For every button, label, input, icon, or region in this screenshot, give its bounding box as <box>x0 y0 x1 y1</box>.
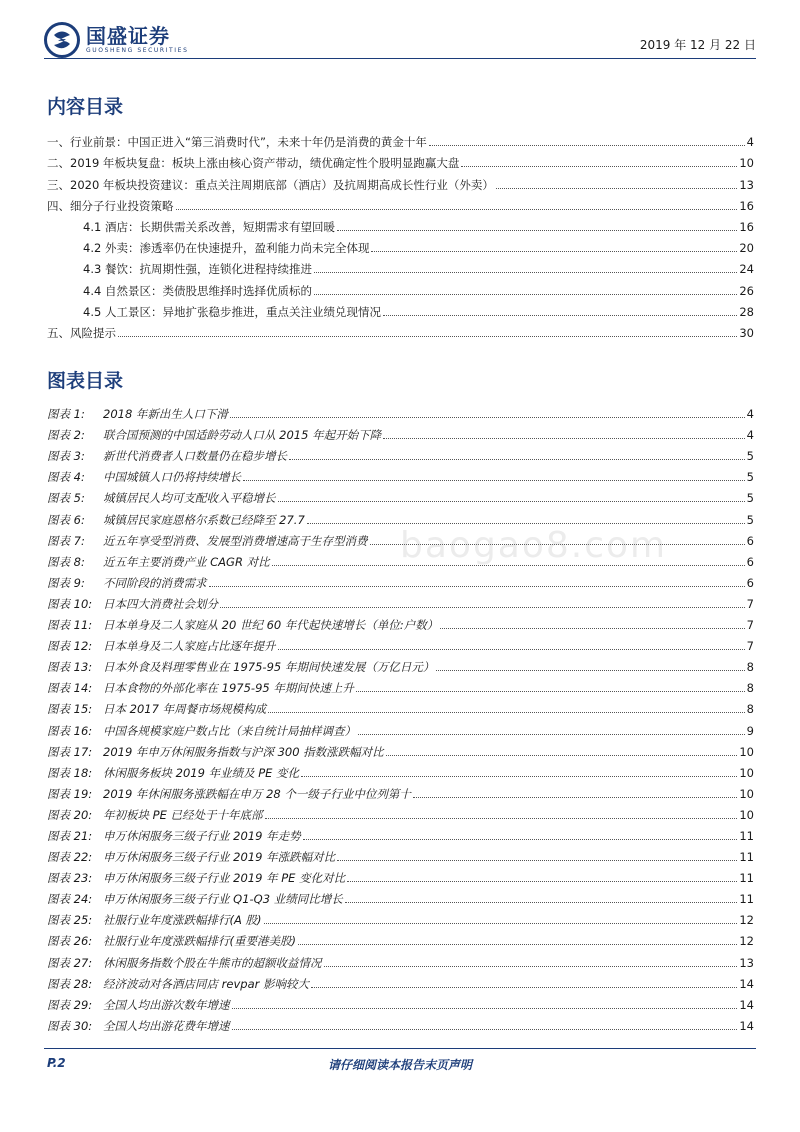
figure-entry[interactable] <box>47 927 754 948</box>
figure-number: 图表 23: <box>47 871 93 886</box>
figure-entry[interactable] <box>47 885 754 906</box>
figure-number: 图表 9: <box>47 575 85 590</box>
figure-entry[interactable] <box>47 400 754 421</box>
figure-entry-label <box>47 956 322 970</box>
company-logo <box>44 22 188 58</box>
figure-leader-dots <box>268 711 745 713</box>
toc-entry[interactable] <box>47 276 754 297</box>
toc-leader-dots <box>176 208 738 210</box>
figure-entry-label <box>47 449 287 463</box>
figure-entry[interactable] <box>47 442 754 463</box>
figure-title: 中国城镇人口仍将持续增长 <box>103 470 241 485</box>
figure-entry-page: 14 <box>739 976 754 991</box>
figure-title: 休闲服务板块 2019 年业绩及 PE 变化 <box>103 765 300 780</box>
figure-entry-page: 10 <box>739 765 754 780</box>
figure-entry[interactable] <box>47 695 754 716</box>
toc-leader-dots <box>496 187 737 189</box>
figure-entry-label <box>47 597 218 611</box>
figure-number: 图表 5: <box>47 491 85 506</box>
figure-entry[interactable] <box>47 611 754 632</box>
figure-entry[interactable] <box>47 906 754 927</box>
figure-number: 图表 17: <box>47 744 93 759</box>
toc-entry-page: 16 <box>739 198 754 213</box>
figure-title: 社服行业年度涨跌幅排行(重要港美股) <box>103 934 296 949</box>
figure-title: 日本外食及料理零售业在 1975-95 年期间快速发展（万亿日元） <box>103 660 435 675</box>
figure-entry[interactable] <box>47 716 754 737</box>
figure-entry-page: 11 <box>739 871 754 886</box>
logo-english-name: GUOSHENG SECURITIES <box>86 47 189 54</box>
toc-entry-page: 28 <box>739 304 754 319</box>
toc-entry-page: 20 <box>739 241 754 256</box>
figure-entry[interactable] <box>47 948 754 969</box>
figures-list <box>47 400 754 1033</box>
figure-number: 图表 11: <box>47 618 93 633</box>
figure-number: 图表 22: <box>47 850 93 865</box>
toc-entry[interactable] <box>47 192 754 213</box>
figure-entry-label <box>47 850 335 864</box>
figure-leader-dots <box>386 754 738 756</box>
figure-leader-dots <box>278 648 745 650</box>
figure-entry-label <box>47 681 354 695</box>
figure-number: 图表 16: <box>47 723 93 738</box>
figure-entry-page: 12 <box>739 934 754 949</box>
toc-leader-dots <box>118 335 737 337</box>
figure-number: 图表 6: <box>47 512 85 527</box>
figure-title: 休闲服务指数个股在牛熊市的超额收益情况 <box>103 955 322 970</box>
figure-entry-label <box>47 766 299 780</box>
figure-entry-page: 9 <box>746 723 754 738</box>
figure-number: 图表 15: <box>47 702 93 717</box>
toc-entry-label: 五、风险提示 <box>47 325 116 340</box>
figure-title: 全国人均出游花费年增速 <box>103 1018 230 1033</box>
toc-leader-dots <box>371 250 737 252</box>
figure-leader-dots <box>345 901 738 903</box>
figure-entry-page: 6 <box>746 533 754 548</box>
figure-leader-dots <box>209 585 745 587</box>
toc-entry-label: 4.4 自然景区：类债股思维择时选择优质标的 <box>83 283 312 298</box>
figure-entry-page: 11 <box>739 892 754 907</box>
figure-entry-page: 4 <box>746 428 754 443</box>
toc-entry-page: 16 <box>739 219 754 234</box>
toc-entry-page: 30 <box>739 325 754 340</box>
figure-entry[interactable] <box>47 463 754 484</box>
figure-entry[interactable] <box>47 801 754 822</box>
figure-leader-dots <box>220 606 745 608</box>
toc-entry-label: 4.3 餐饮：抗周期性强，连锁化进程持续推进 <box>83 262 312 277</box>
footer-divider <box>44 1048 756 1049</box>
figure-entry-label <box>47 998 230 1012</box>
figure-entry-page: 11 <box>739 828 754 843</box>
figure-entry-page: 7 <box>746 639 754 654</box>
figure-title: 日本单身及二人家庭占比逐年提升 <box>103 639 276 654</box>
toc-entry[interactable] <box>47 298 754 319</box>
figure-entry-page: 8 <box>746 660 754 675</box>
figure-entry-label <box>47 576 207 590</box>
figure-entry-page: 10 <box>739 807 754 822</box>
figure-title: 新世代消费者人口数量仍在稳步增长 <box>103 449 287 464</box>
figure-entry-label <box>47 428 381 442</box>
figure-entry-page: 4 <box>746 407 754 422</box>
toc-entry[interactable] <box>47 213 754 234</box>
figure-entry-page: 5 <box>746 449 754 464</box>
toc-entry-label: 四、细分子行业投资策略 <box>47 198 174 213</box>
figure-number: 图表 1: <box>47 407 85 422</box>
figure-title: 2018 年新出生人口下滑 <box>103 407 228 422</box>
figure-entry[interactable] <box>47 421 754 442</box>
figure-entry-label <box>47 491 276 505</box>
figure-number: 图表 4: <box>47 470 85 485</box>
header-divider <box>44 58 756 59</box>
figure-leader-dots <box>440 627 744 629</box>
figure-title: 近五年主要消费产业 CAGR 对比 <box>103 554 270 569</box>
footer-disclaimer: 请仔细阅读本报告末页声明 <box>327 1058 472 1072</box>
figure-number: 图表 19: <box>47 786 93 801</box>
figure-number: 图表 21: <box>47 828 93 843</box>
figure-leader-dots <box>307 522 745 524</box>
figure-entry-label <box>47 745 384 759</box>
figure-leader-dots <box>337 859 737 861</box>
figure-entry[interactable] <box>47 843 754 864</box>
figure-leader-dots <box>324 965 738 967</box>
figure-entry[interactable] <box>47 864 754 885</box>
toc-entry-label: 一、行业前景：中国正进入“第三消费时代”，未来十年仍是消费的黄金十年 <box>47 135 427 150</box>
figure-leader-dots <box>265 817 738 819</box>
figure-leader-dots <box>264 922 738 924</box>
figure-leader-dots <box>289 458 745 460</box>
figure-entry-page: 8 <box>746 702 754 717</box>
figure-entry[interactable] <box>47 780 754 801</box>
figure-entry-label <box>47 555 270 569</box>
figure-entry-page: 14 <box>739 997 754 1012</box>
figure-leader-dots <box>347 880 737 882</box>
figure-entry-label <box>47 808 263 822</box>
figure-title: 城镇居民家庭恩格尔系数已经降至 27.7 <box>103 512 305 527</box>
figure-number: 图表 26: <box>47 934 93 949</box>
figure-number: 图表 27: <box>47 955 93 970</box>
figure-title: 申万休闲服务三级子行业 2019 年走势 <box>103 828 301 843</box>
figure-number: 图表 2: <box>47 428 85 443</box>
figure-entry-page: 5 <box>746 512 754 527</box>
figure-entry-label <box>47 892 343 906</box>
figure-number: 图表 10: <box>47 596 93 611</box>
figure-leader-dots <box>358 733 745 735</box>
figure-entry-label <box>47 913 262 927</box>
figure-entry-page: 12 <box>739 913 754 928</box>
figure-leader-dots <box>232 1028 738 1030</box>
toc-entry[interactable] <box>47 255 754 276</box>
toc-leader-dots <box>314 271 737 273</box>
figure-title: 日本单身及二人家庭从 20 世纪 60 年代起快速增长（单位:户数） <box>103 618 439 633</box>
figure-number: 图表 20: <box>47 807 93 822</box>
guosheng-logo-icon <box>44 22 80 58</box>
figure-entry-page: 8 <box>746 681 754 696</box>
figure-entry-label <box>47 660 434 674</box>
figure-entry-label <box>47 618 438 632</box>
figure-entry-label <box>47 1019 230 1033</box>
figure-title: 全国人均出游次数年增速 <box>103 997 230 1012</box>
figure-leader-dots <box>413 796 737 798</box>
toc-entry-page: 26 <box>739 283 754 298</box>
figure-leader-dots <box>356 690 745 692</box>
figure-number: 图表 3: <box>47 449 85 464</box>
figure-entry-page: 6 <box>746 554 754 569</box>
figure-number: 图表 28: <box>47 976 93 991</box>
figure-title: 日本食物的外部化率在 1975-95 年期间快速上升 <box>103 681 354 696</box>
report-date: 2019 年 12 月 22 日 <box>639 38 756 52</box>
figure-title: 日本 2017 年周餐市场规模构成 <box>103 702 267 717</box>
figure-leader-dots <box>243 479 745 481</box>
toc-list <box>47 128 754 340</box>
figure-title: 联合国预测的中国适龄劳动人口从 2015 年起开始下降 <box>103 428 382 443</box>
figure-leader-dots <box>298 943 737 945</box>
figure-entry-label <box>47 407 228 421</box>
figure-entry[interactable] <box>47 970 754 991</box>
page-number: P.2 <box>47 1056 66 1070</box>
figure-entry-page: 14 <box>739 1018 754 1033</box>
figure-entry[interactable] <box>47 590 754 611</box>
figure-title: 城镇居民人均可支配收入平稳增长 <box>103 491 276 506</box>
figure-entry-page: 7 <box>746 596 754 611</box>
figure-leader-dots <box>301 775 737 777</box>
figure-entry-label <box>47 534 368 548</box>
figure-title: 2019 年申万休闲服务指数与沪深 300 指数涨跌幅对比 <box>103 744 384 759</box>
figure-leader-dots <box>232 1007 738 1009</box>
figure-leader-dots <box>436 669 744 671</box>
figure-entry[interactable] <box>47 738 754 759</box>
toc-entry[interactable] <box>47 234 754 255</box>
figure-entry[interactable] <box>47 653 754 674</box>
figure-title: 社服行业年度涨跌幅排行(A 股) <box>103 913 262 928</box>
figure-entry-page: 7 <box>746 618 754 633</box>
toc-leader-dots <box>461 165 737 167</box>
toc-entry-label: 4.2 外卖：渗透率仍在快速提升，盈利能力尚未完全体现 <box>83 241 370 256</box>
figure-entry-page: 10 <box>739 744 754 759</box>
figure-number: 图表 29: <box>47 997 93 1012</box>
figure-number: 图表 25: <box>47 913 93 928</box>
figure-title: 申万休闲服务三级子行业 Q1-Q3 业绩同比增长 <box>103 892 343 907</box>
figure-entry[interactable] <box>47 1012 754 1033</box>
figure-number: 图表 14: <box>47 681 93 696</box>
figure-entry-label <box>47 513 305 527</box>
figure-entry-label <box>47 829 301 843</box>
figure-entry[interactable] <box>47 632 754 653</box>
figure-number: 图表 7: <box>47 533 85 548</box>
figure-title: 2019 年休闲服务涨跌幅在申万 28 个一级子行业中位列第十 <box>103 786 411 801</box>
page-header <box>44 20 756 60</box>
figure-title: 申万休闲服务三级子行业 2019 年涨跌幅对比 <box>103 850 336 865</box>
figure-entry-page: 10 <box>739 786 754 801</box>
figure-title: 日本四大消费社会划分 <box>103 596 218 611</box>
toc-leader-dots <box>429 144 745 146</box>
figure-title: 申万休闲服务三级子行业 2019 年 PE 变化对比 <box>103 871 346 886</box>
toc-entry[interactable] <box>47 319 754 340</box>
figure-leader-dots <box>230 416 745 418</box>
figure-title: 不同阶段的消费需求 <box>103 575 207 590</box>
figure-entry-label <box>47 977 309 991</box>
toc-entry[interactable] <box>47 149 754 170</box>
figure-leader-dots <box>303 838 738 840</box>
figure-entry-page: 5 <box>746 470 754 485</box>
figure-title: 经济波动对各酒店同店 revpar 影响较大 <box>103 976 309 991</box>
logo-chinese-name: 国盛证券 <box>86 24 170 48</box>
toc-entry-label: 4.1 酒店：长期供需关系改善，短期需求有望回暖 <box>83 219 335 234</box>
figure-number: 图表 12: <box>47 639 93 654</box>
figures-title: 图表目录 <box>47 370 124 392</box>
figure-number: 图表 13: <box>47 660 93 675</box>
figure-number: 图表 30: <box>47 1018 93 1033</box>
figure-entry-page: 13 <box>739 955 754 970</box>
figure-number: 图表 24: <box>47 892 93 907</box>
toc-title: 内容目录 <box>47 96 124 118</box>
figure-leader-dots <box>383 437 745 439</box>
figure-entry-label <box>47 639 276 653</box>
toc-entry-page: 13 <box>739 177 754 192</box>
figure-entry-page: 5 <box>746 491 754 506</box>
figure-entry[interactable] <box>47 674 754 695</box>
toc-entry-label: 三、2020 年板块投资建议：重点关注周期底部（酒店）及抗周期高成长性行业（外卖） <box>47 177 494 192</box>
toc-entry-page: 10 <box>739 156 754 171</box>
figure-entry-label <box>47 470 241 484</box>
figure-entry[interactable] <box>47 822 754 843</box>
figure-entry[interactable] <box>47 759 754 780</box>
figure-entry-label <box>47 934 296 948</box>
figure-number: 图表 18: <box>47 765 93 780</box>
figure-entry-label <box>47 724 356 738</box>
figure-leader-dots <box>278 500 745 502</box>
watermark: baogao8.com <box>400 525 668 566</box>
toc-leader-dots <box>337 229 737 231</box>
figure-entry[interactable] <box>47 569 754 590</box>
toc-leader-dots <box>314 293 737 295</box>
toc-leader-dots <box>383 314 737 316</box>
figure-entry[interactable] <box>47 991 754 1012</box>
figure-entry-label <box>47 702 266 716</box>
toc-entry[interactable] <box>47 170 754 191</box>
toc-entry-page: 4 <box>746 135 754 150</box>
toc-entry-page: 24 <box>739 262 754 277</box>
toc-entry-label: 4.5 人工景区：异地扩张稳步推进，重点关注业绩兑现情况 <box>83 304 381 319</box>
toc-entry-label: 二、2019 年板块复盘：板块上涨由核心资产带动，绩优确定性个股明显跑赢大盘 <box>47 156 460 171</box>
toc-entry[interactable] <box>47 128 754 149</box>
figure-title: 近五年享受型消费、发展型消费增速高于生存型消费 <box>103 533 368 548</box>
figure-entry-label <box>47 871 345 885</box>
figure-title: 中国各规模家庭户数占比（来自统计局抽样调查） <box>103 723 356 738</box>
figure-entry[interactable] <box>47 484 754 505</box>
figure-entry-page: 11 <box>739 850 754 865</box>
figure-number: 图表 8: <box>47 554 85 569</box>
figure-entry-label <box>47 787 411 801</box>
figure-entry-page: 6 <box>746 575 754 590</box>
figure-title: 年初板块 PE 已经处于十年底部 <box>103 807 263 822</box>
figure-leader-dots <box>311 986 737 988</box>
figure-entry[interactable] <box>47 505 754 526</box>
